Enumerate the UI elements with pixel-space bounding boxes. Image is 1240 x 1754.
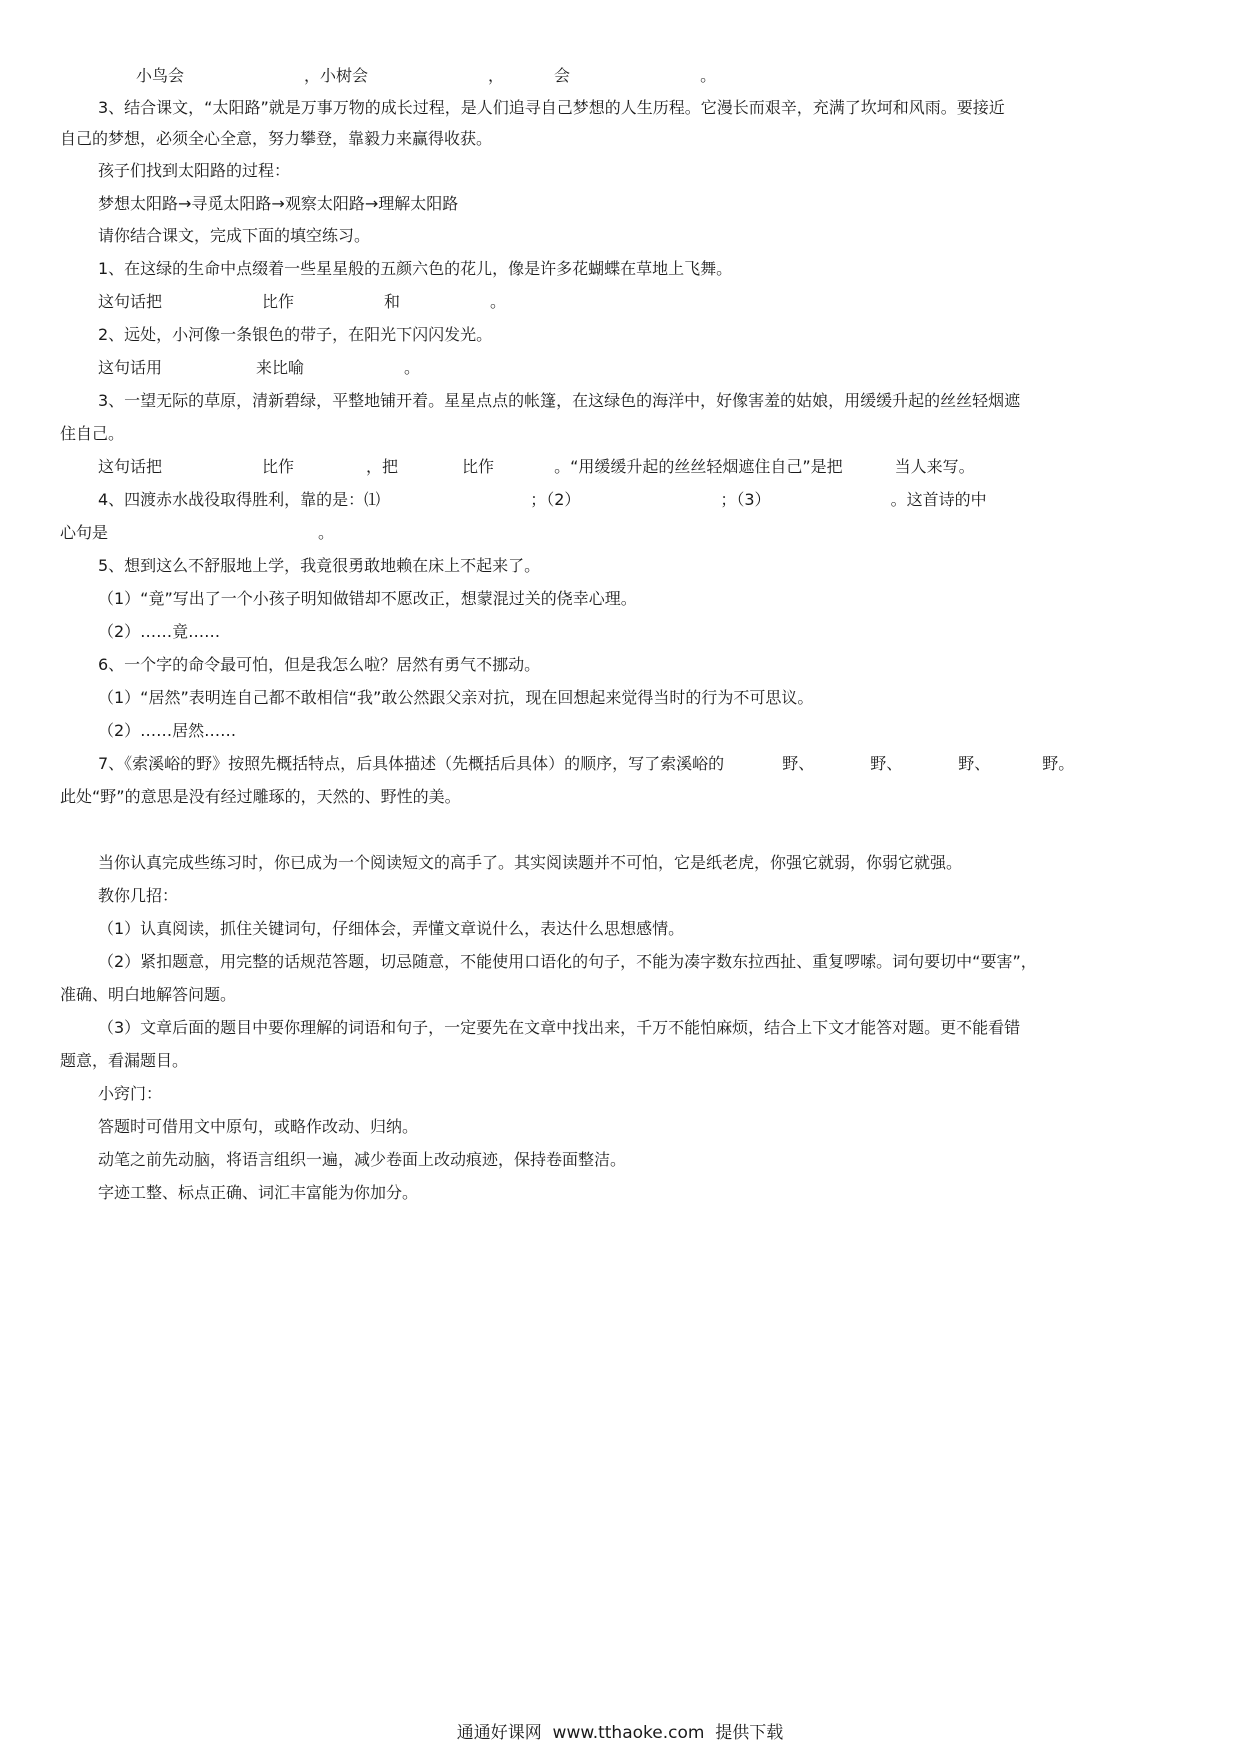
line-tip-1: （1）认真阅读，抓住关键词句，仔细体会，弄懂文章说什么，表达什么思想感情。 — [98, 919, 685, 938]
line-3-continued: 自己的梦想，必须全心全意，努力攀登，靠毅力来赢得收获。 — [60, 129, 493, 148]
line-q2-fill — [98, 357, 420, 379]
line-tricks-heading: 小窍门： — [98, 1084, 163, 1103]
text: 这句话把 — [98, 457, 163, 476]
line-q4 — [98, 489, 987, 511]
line-tip-2: （2）紧扣题意，用完整的话规范答题，切忌随意，不能使用口语化的句子，不能为凑字数东拉西扯、重复啰嗦。词句要切中“要害”， — [98, 952, 1037, 971]
text: ；（3） — [720, 490, 771, 509]
line-q6-1: （1）“居然”表明连自己都不敢相信“我”敢公然跟父亲对抗，现在回想起来觉得当时的行为不可思议。 — [98, 688, 814, 707]
text: 。 — [318, 523, 335, 542]
line-q2: 2、远处，小河像一条银色的带子，在阳光下闪闪发光。 — [98, 325, 493, 344]
text: 会 — [554, 66, 571, 85]
text: ，把 — [366, 457, 399, 476]
line-instructions: 请你结合课文，完成下面的填空练习。 — [98, 226, 371, 245]
line-children: 孩子们找到太阳路的过程： — [98, 161, 291, 180]
text: 比作 — [262, 292, 295, 311]
text: 。 — [700, 66, 717, 85]
line-q1-fill — [98, 291, 506, 313]
text: 心句是 — [60, 523, 109, 542]
line-trick-2: 动笔之前先动脑，将语言组织一遍，减少卷面上改动痕迹，保持卷面整洁。 — [98, 1150, 627, 1169]
text: 比作 — [262, 457, 295, 476]
line-q5-2: （2）……竟…… — [98, 622, 221, 641]
line-sun-road-steps: 梦想太阳路→寻觅太阳路→观察太阳路→理解太阳路 — [98, 194, 459, 213]
text: 和 — [384, 292, 401, 311]
page-footer: 通通好课网 www.tthaoke.com 提供下载 — [456, 1723, 784, 1743]
text: 来比喻 — [256, 358, 305, 377]
line-q7 — [98, 753, 1074, 775]
text: 当人来写。 — [894, 457, 975, 476]
line-q5-1: （1）“竟”写出了一个小孩子明知做错却不愿改正，想蒙混过关的侥幸心理。 — [98, 589, 637, 608]
text: 比作 — [462, 457, 495, 476]
line-fill-birds — [136, 65, 716, 87]
line-3-sun-road: 3、结合课文，“太阳路”就是万事万物的成长过程，是人们追寻自己梦想的人生历程。它漫长而艰辛，充满了坎坷和风雨。要接近 — [98, 98, 1005, 117]
line-q3-continued: 住自己。 — [60, 424, 125, 443]
text: 野、 — [870, 754, 903, 773]
text: ；（2） — [530, 490, 581, 509]
line-q7-continued: 此处“野”的意思是没有经过雕琢的，天然的、野性的美。 — [60, 787, 461, 806]
line-q6: 6、一个字的命令最可怕，但是我怎么啦？居然有勇气不挪动。 — [98, 655, 541, 674]
text: 。这首诗的中 — [890, 490, 987, 509]
line-trick-1: 答题时可借用文中原句，或略作改动、归纳。 — [98, 1117, 419, 1136]
text: ， — [488, 66, 505, 85]
text: 。 — [490, 292, 507, 311]
line-q5: 5、想到这么不舒服地上学，我竟很勇敢地赖在床上不起来了。 — [98, 556, 541, 575]
line-tip-3-continued: 题意，看漏题目。 — [60, 1051, 189, 1070]
text: 野、 — [958, 754, 991, 773]
text: 野。 — [1042, 754, 1075, 773]
line-tip-2-continued: 准确、明白地解答问题。 — [60, 985, 237, 1004]
text: 。“用缓缓升起的丝丝轻烟遮住自己”是把 — [554, 457, 843, 476]
text: 这句话用 — [98, 358, 163, 377]
text: ，小树会 — [304, 66, 369, 85]
line-q3: 3、一望无际的草原，清新碧绿，平整地铺开着。星星点点的帐篷，在这绿色的海洋中，好像害羞的姑娘，用缓缓升起的丝丝轻烟遮 — [98, 391, 1021, 410]
line-tips-intro: 当你认真完成些练习时，你已成为一个阅读短文的高手了。其实阅读题并不可怕，它是纸老虎，你强它就弱，你弱它就强。 — [98, 853, 963, 872]
line-tip-3: （3）文章后面的题目中要你理解的词语和句子，一定要先在文章中找出来，千万不能怕麻烦，结合上下文才能答对题。更不能看错 — [98, 1018, 1021, 1037]
line-q6-2: （2）……居然…… — [98, 721, 237, 740]
text: 小鸟会 — [136, 66, 185, 85]
text: 这句话把 — [98, 292, 163, 311]
line-q4-continued — [60, 522, 334, 544]
line-q3-fill — [98, 456, 975, 478]
line-tips-heading: 教你几招： — [98, 886, 179, 905]
text: 4、四渡赤水战役取得胜利，靠的是：⑴ — [98, 490, 381, 509]
text: 7、《索溪峪的野》按照先概括特点，后具体描述（先概括后具体）的顺序，写了索溪峪的 — [98, 754, 725, 773]
line-q1: 1、在这绿的生命中点缀着一些星星般的五颜六色的花儿，像是许多花蝴蝶在草地上飞舞。 — [98, 259, 733, 278]
line-trick-3: 字迹工整、标点正确、词汇丰富能为你加分。 — [98, 1183, 419, 1202]
text: 野、 — [782, 754, 815, 773]
text: 。 — [404, 358, 421, 377]
